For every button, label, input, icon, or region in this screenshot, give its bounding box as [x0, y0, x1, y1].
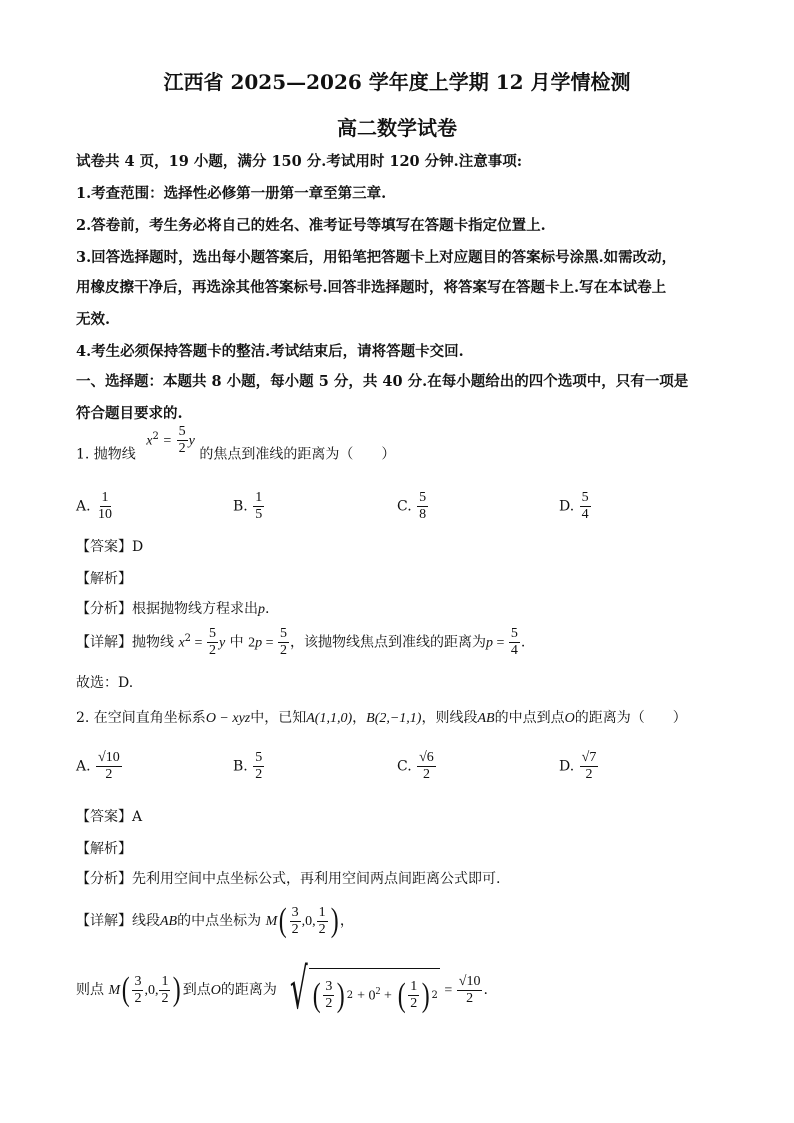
q2-option-c: C. $\frac{√6}{2}$ [397, 750, 434, 782]
q1-formula: $x^2$ = $\frac{5}{2}$ y [146, 424, 195, 456]
q1-number: 1. 抛物线 [76, 446, 136, 463]
q1-conclusion: 故选：D. [76, 675, 134, 691]
notice-intro: 试卷共 4 页，19 小题，满分 150 分.考试用时 120 分钟.注意事项: [76, 153, 523, 170]
q1-stem [76, 424, 396, 471]
q2-option-b: B. $\frac{5}{2}$ [233, 750, 263, 782]
notice-item-3-line-1: 3.回答选择题时，选出每小题答案后，用铅笔把答题卡上对应题目的答案标号涂黑.如需改动， [76, 249, 677, 266]
q2-option-d: D. $\frac{√7}{2}$ [559, 750, 597, 782]
sqrt-expression: √ ( $\frac{3}{2}$ ) 2 + $0^2$ + ( $\frac{1}{2}$ ) 2 [290, 957, 438, 1022]
q2-answer: 【答案】A [76, 809, 143, 825]
exam-subtitle: 高二数学试卷 [337, 116, 457, 140]
notice-item-3-line-2: 用橡皮擦干净后，再选涂其他答案标号.回答非选择题时，将答案写在答题卡上.写在本试卷上 [76, 279, 667, 296]
q1-option-b: B. $\frac{1}{5}$ [233, 490, 263, 522]
q1-option-d: D. $\frac{5}{4}$ [559, 490, 589, 522]
section1-heading-line-1: 一、选择题：本题共 8 小题，每小题 5 分，共 40 分.在每小题给出的四个选项中，只有一项是 [76, 373, 689, 390]
q2-analysis-tag: 【解析】 [76, 841, 132, 857]
q1-detail: 【详解】抛物线 $x^2$ = $\frac{5}{2}$ y 中 2p = $\frac{5}{2}$ ，该抛物线焦点到准线的距离为p = $\frac{5}{4}$ . [76, 626, 526, 658]
q2-stem: 2. 在空间直角坐标系O − xyz中，已知A(1,1,0)，B(2,−1,1)，则线段AB的中点到点O的距离为（ ） [76, 710, 687, 726]
q1-fenxi: 【分析】根据抛物线方程求出p. [76, 601, 270, 617]
exam-title: 江西省 2025—2026 学年度上学期 12 月学情检测 [163, 70, 631, 94]
q2-detail: 【详解】线段AB的中点坐标为 M( $\frac{3}{2}$ ,0, $\frac{1}{2}$ ) ， [76, 902, 354, 939]
q2-final: 则点 M( $\frac{3}{2}$ ,0, $\frac{1}{2}$ ) 到点O的距离为 √ ( $\frac{3}{2}$ ) 2 + $0^2$ + ( $\frac{1}{2}$ ) 2 = $\frac{√10}{2}$ . [76, 957, 488, 1022]
q1-option-c: C. $\frac{5}{8}$ [397, 490, 427, 522]
q1-suffix: 的焦点到准线的距离为（ ） [199, 446, 396, 463]
section1-heading-line-2: 符合题目要求的. [76, 405, 183, 422]
notice-item-4: 4.考生必须保持答题卡的整洁.考试结束后，请将答题卡交回. [76, 343, 464, 360]
notice-item-3-line-3: 无效. [76, 311, 111, 328]
q1-answer: 【答案】D [76, 539, 144, 555]
notice-item-1: 1.考查范围：选择性必修第一册第一章至第三章. [76, 185, 387, 202]
q1-option-a: A. $\frac{1}{10}$ [76, 490, 113, 522]
q1-analysis-tag: 【解析】 [76, 571, 132, 587]
q2-option-a: A. $\frac{√10}{2}$ [76, 750, 120, 782]
q2-fenxi: 【分析】先利用空间中点坐标公式，再利用空间两点间距离公式即可. [76, 871, 501, 887]
notice-item-2: 2.答卷前，考生务必将自己的姓名、准考证号等填写在答题卡指定位置上. [76, 217, 546, 234]
